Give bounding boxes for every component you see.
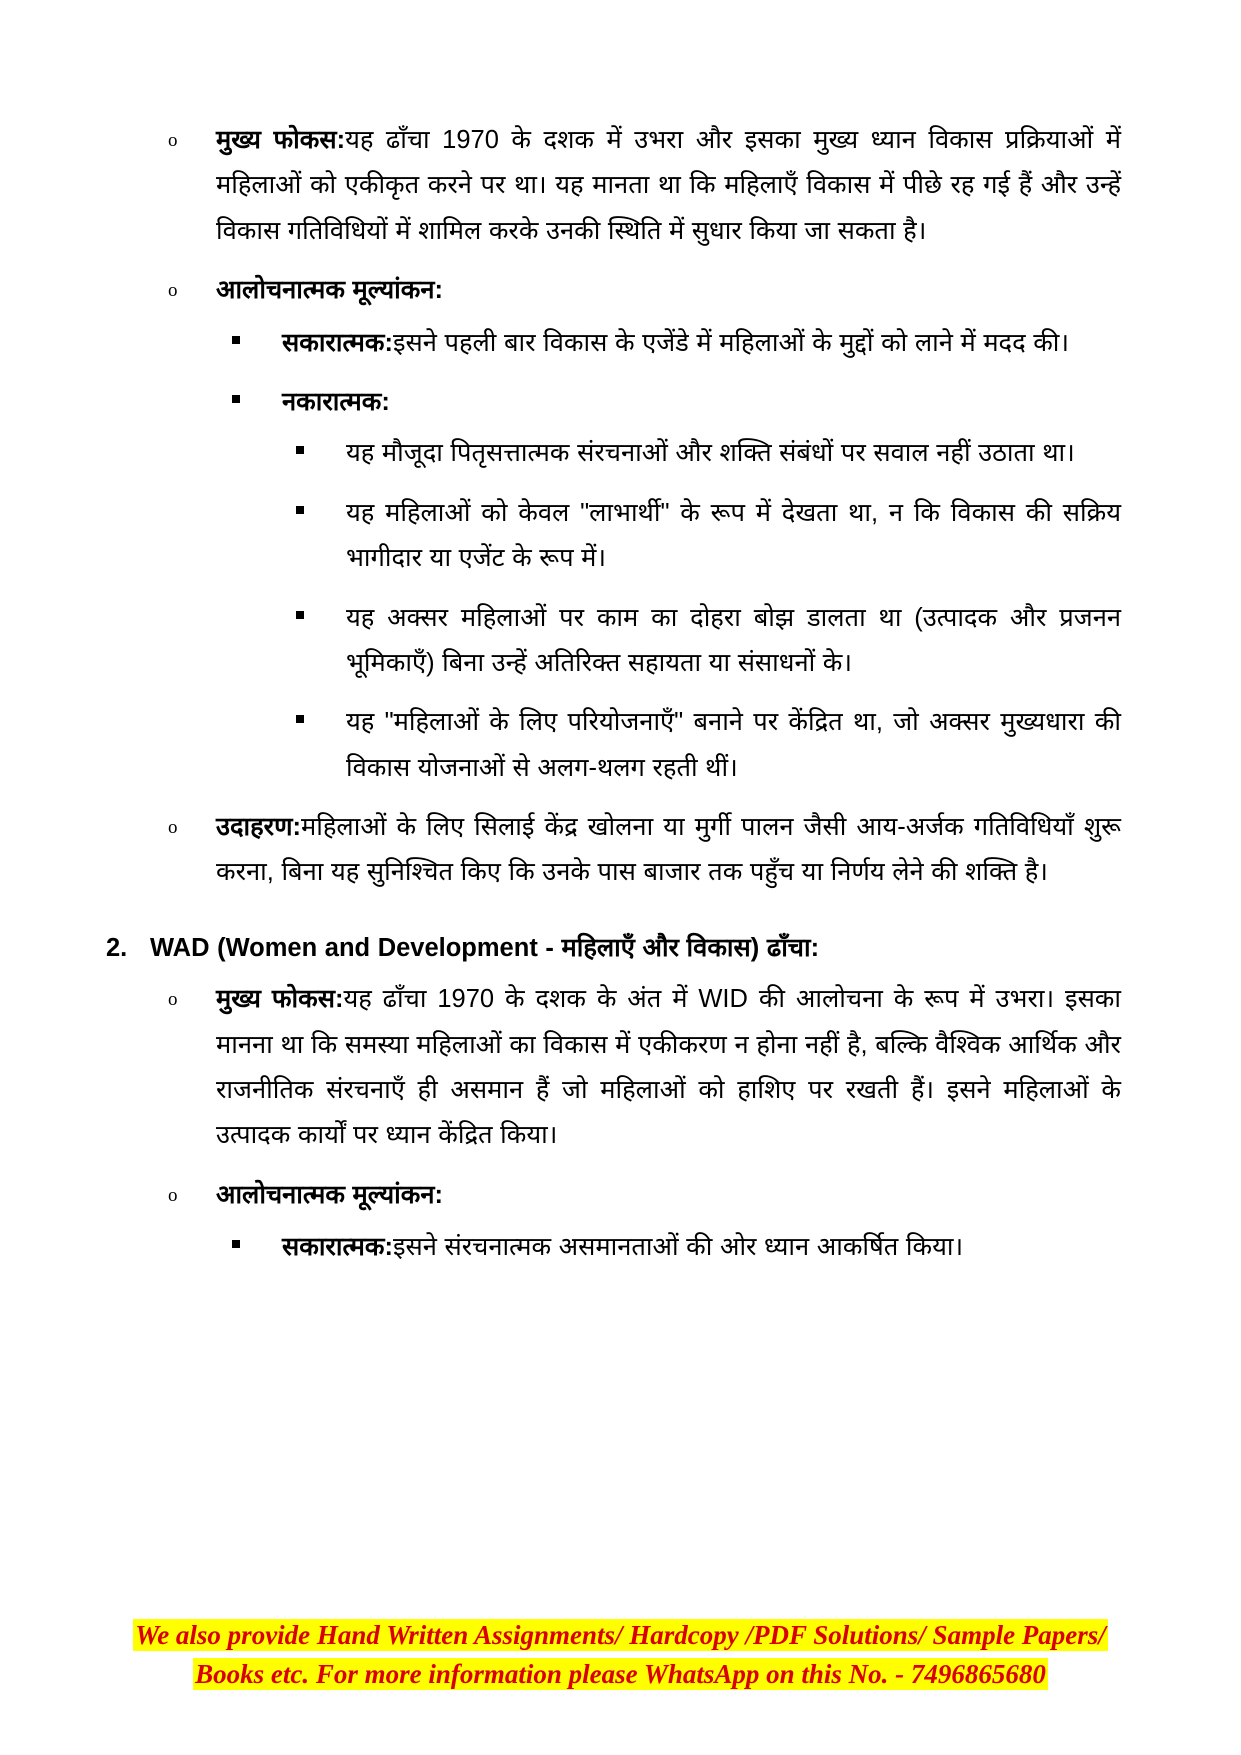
square-bullet-icon <box>232 380 282 418</box>
square-bullet-glyph <box>296 506 304 514</box>
square-bullet-glyph <box>232 336 240 344</box>
list-item-body: यह अक्सर महिलाओं पर काम का दोहरा बोझ डालता था (उत्पादक और प्रजनन भूमिकाएँ) बिना उन्हें अतिरिक्त सहायता या संसाधनों के। <box>346 603 1121 677</box>
list-item-body: यह ढाँचा 1970 के दशक के अंत में WID की आलोचना के रूप में उभरा। इसका मानना था कि समस्या महिलाओं का विकास में एकीकरण न होना नहीं है, बल्कि वैश्विक आर्थिक और राजनीतिक संरचनाएँ ही असमान हैं जो महिलाओं को हाशिए पर रखती हैं। इसने महिलाओं के उत्पादक कार्यों पर ध्यान केंद्रित किया। <box>216 985 1121 1150</box>
circle-bullet-icon: o <box>168 130 178 151</box>
square-bullet-icon <box>232 1225 282 1263</box>
promo-footer-line-2-text: Books etc. For more information please WhatsApp on this No. - 7496865680 <box>195 1658 1046 1689</box>
list-item-text <box>216 1173 1121 1218</box>
list-item-separator: : <box>384 1233 393 1262</box>
list-item-body: यह ढाँचा 1970 के दशक में उभरा और इसका मुख्य ध्यान विकास प्रक्रियाओं में महिलाओं को एकीकृत करने पर था। यह मानता था कि महिलाएँ विकास में पीछे रह गई हैं और उन्हें विकास गतिविधियों में शामिल करके उनकी स्थिति में सुधार किया जा सकता है। <box>216 126 1121 245</box>
list-item-body: यह महिलाओं को केवल "लाभार्थी" के रूप में देखता था, न कि विकास की सक्रिय भागीदार या एजेंट के रूप में। <box>346 498 1121 573</box>
square-bullet-icon <box>296 491 346 529</box>
list-item-lead: मुख्य फोकस <box>216 985 335 1014</box>
list-item-lead: सकारात्मक <box>282 328 385 357</box>
promo-footer-line-1-text: We also provide Hand Written Assignments/ Hardcopy /PDF Solutions/ Sample Papers/ <box>135 1620 1106 1651</box>
list-item-lead: नकारात्मक <box>282 388 382 417</box>
list-item-text <box>216 118 1121 254</box>
list-item-lead: सकारात्मक <box>282 1233 385 1262</box>
list-item-text <box>216 977 1121 1159</box>
circle-bullet-icon: o <box>168 1184 178 1206</box>
list-item-wid-neg-3 <box>0 596 1241 687</box>
list-item-lead: आलोचनात्मक मूल्यांकन <box>216 1180 435 1209</box>
list-item-wad-critical-eval <box>0 1173 1241 1220</box>
list-item-lead: मुख्य फोकस <box>216 126 337 154</box>
promo-footer-line-2 <box>40 1655 1201 1693</box>
circle-bullet-icon: o <box>168 817 178 839</box>
list-item-wid-positive <box>0 321 1241 366</box>
list-item-wid-example <box>0 805 1241 896</box>
list-item-text <box>346 596 1121 687</box>
list-item-separator: : <box>336 126 346 154</box>
list-item-text <box>346 431 1121 476</box>
circle-bullet-icon: o <box>168 280 178 302</box>
list-item-text <box>346 700 1121 791</box>
promo-footer-line-1 <box>40 1616 1201 1654</box>
square-bullet-icon <box>232 321 282 359</box>
list-item-separator: : <box>434 276 444 305</box>
list-item-text <box>282 1225 1121 1270</box>
list-item-wid-negative <box>0 380 1241 425</box>
square-bullet-glyph <box>232 1240 240 1248</box>
list-number: 2. <box>106 933 128 962</box>
square-bullet-glyph <box>296 715 304 723</box>
list-item-wid-neg-4 <box>0 700 1241 791</box>
list-item-body: इसने संरचनात्मक असमानताओं की ओर ध्यान आकर्षित किया। <box>392 1233 964 1262</box>
list-item-text <box>282 380 1121 425</box>
list-item-wad-positive <box>0 1225 1241 1270</box>
list-item-wad-main-focus <box>0 977 1241 1159</box>
list-item-separator: : <box>334 985 344 1014</box>
list-item-lead: आलोचनात्मक मूल्यांकन <box>216 276 435 305</box>
square-bullet-icon <box>296 700 346 738</box>
list-item-wid-neg-2 <box>0 491 1241 582</box>
list-item-text <box>150 926 1121 971</box>
list-item-lead: उदाहरण <box>216 813 293 842</box>
circle-bullet-icon: o <box>168 989 178 1011</box>
list-item-wid-main-focus <box>0 118 1241 254</box>
list-item-separator: : <box>292 813 302 842</box>
list-item-wad-heading <box>0 926 1241 971</box>
promo-footer-banner <box>0 1616 1241 1693</box>
list-item-separator: : <box>381 388 390 417</box>
square-bullet-glyph <box>296 611 304 619</box>
list-item-text <box>346 491 1121 582</box>
list-item-body: यह मौजूदा पितृसत्तात्मक संरचनाओं और शक्ति संबंधों पर सवाल नहीं उठाता था। <box>346 439 1075 468</box>
list-item-separator: : <box>434 1180 444 1209</box>
list-item-wid-neg-1 <box>0 431 1241 476</box>
list-item-separator: : <box>384 328 393 357</box>
square-bullet-glyph <box>232 395 240 403</box>
list-item-body: यह "महिलाओं के लिए परियोजनाएँ" बनाने पर केंद्रित था, जो अक्सर मुख्यधारा की विकास योजनाओं से अलग-थलग रहती थीं। <box>346 708 1121 782</box>
list-item-lead: WAD (Women and Development - महिलाएँ और विकास) ढाँचा: <box>150 933 820 962</box>
list-item-body: महिलाओं के लिए सिलाई केंद्र खोलना या मुर्गी पालन जैसी आय-अर्जक गतिविधियाँ शुरू करना, बिना यह सुनिश्चित किए कि उनके पास बाजार तक पहुँच या निर्णय लेने की शक्ति है। <box>216 813 1121 887</box>
list-item-wid-critical-eval <box>0 268 1241 315</box>
square-bullet-glyph <box>296 446 304 454</box>
square-bullet-icon <box>296 431 346 469</box>
list-item-text <box>216 268 1121 313</box>
list-item-body: इसने पहली बार विकास के एजेंडे में महिलाओं के मुद्दों को लाने में मदद की। <box>392 328 1070 357</box>
list-item-text <box>216 805 1121 896</box>
list-item-text <box>282 321 1121 366</box>
square-bullet-icon <box>296 596 346 634</box>
